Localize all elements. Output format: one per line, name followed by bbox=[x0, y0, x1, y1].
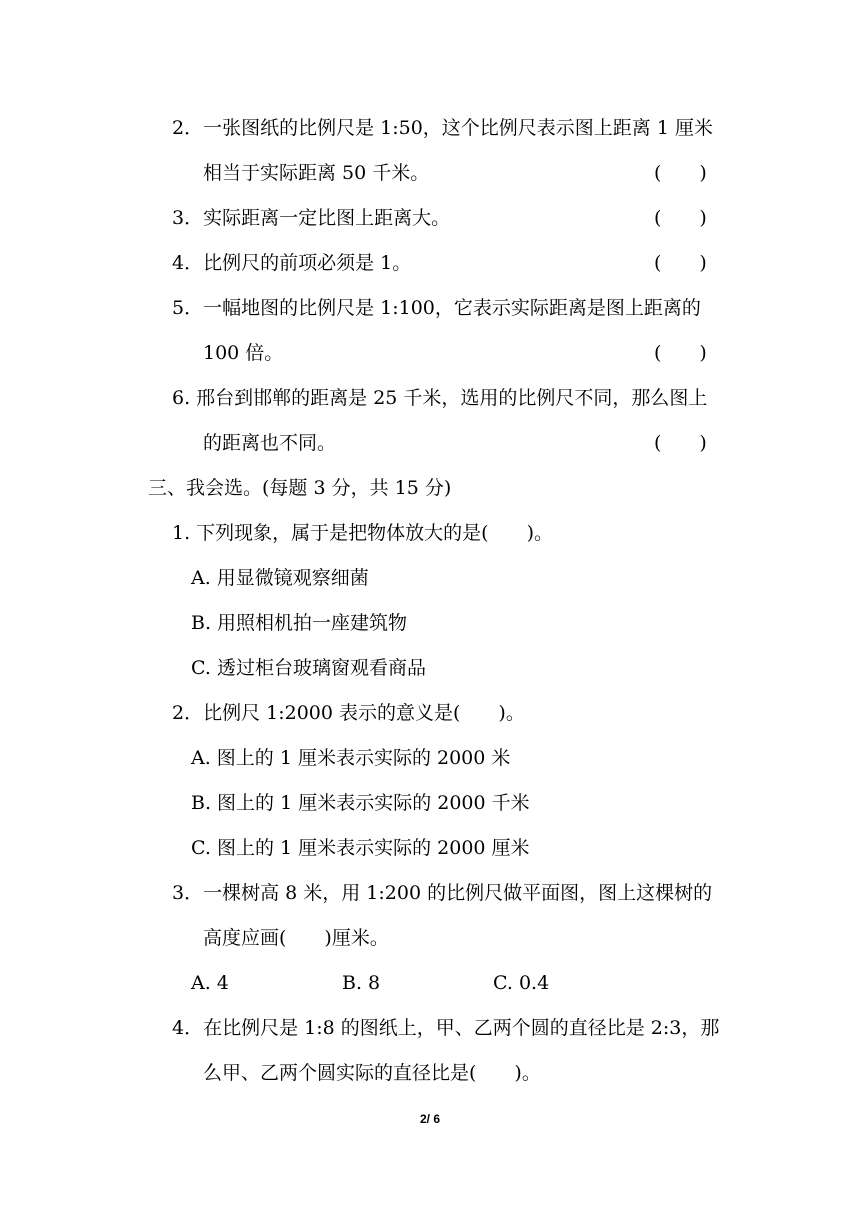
choice-q3-line2: 高度应画( )厘米。 bbox=[203, 927, 389, 949]
choice-option[interactable]: C. 0.4 bbox=[493, 972, 550, 994]
judge-q5-line1: 5．一幅地图的比例尺是 1:100，它表示实际距离是图上距离的 bbox=[172, 297, 701, 319]
judge-q2-line1: 2．一张图纸的比例尺是 1:50，这个比例尺表示图上距离 1 厘米 bbox=[172, 117, 713, 139]
choice-option[interactable]: C. 透过柜台玻璃窗观看商品 bbox=[191, 657, 426, 679]
judge-q5-line2: 100 倍。 bbox=[203, 342, 284, 364]
choice-option[interactable]: A. 4 bbox=[191, 972, 229, 994]
judge-q6-line2: 的距离也不同。 bbox=[203, 432, 337, 454]
answer-bracket[interactable]: ( ) bbox=[654, 162, 707, 184]
answer-bracket[interactable]: ( ) bbox=[654, 207, 707, 229]
choice-option[interactable]: B. 用照相机拍一座建筑物 bbox=[191, 612, 408, 634]
choice-option[interactable]: A. 用显微镜观察细菌 bbox=[191, 567, 369, 589]
judge-q6-line1: 6. 邢台到邯郸的距离是 25 千米，选用的比例尺不同，那么图上 bbox=[172, 387, 708, 409]
section-heading: 三、我会选。(每题 3 分，共 15 分) bbox=[148, 477, 452, 499]
choice-q1-stem: 1. 下列现象，属于是把物体放大的是( )。 bbox=[172, 522, 553, 544]
choice-q4-line2: 么甲、乙两个圆实际的直径比是( )。 bbox=[203, 1062, 541, 1084]
choice-q2-stem: 2．比例尺 1:2000 表示的意义是( )。 bbox=[172, 702, 525, 724]
judge-q3: 3．实际距离一定比图上距离大。 bbox=[172, 207, 451, 229]
answer-bracket[interactable]: ( ) bbox=[654, 252, 707, 274]
choice-option[interactable]: B. 图上的 1 厘米表示实际的 2000 千米 bbox=[191, 792, 530, 814]
choice-q4-line1: 4．在比例尺是 1:8 的图纸上，甲、乙两个圆的直径比是 2:3，那 bbox=[172, 1017, 720, 1039]
choice-option[interactable]: C. 图上的 1 厘米表示实际的 2000 厘米 bbox=[191, 837, 530, 859]
answer-bracket[interactable]: ( ) bbox=[654, 432, 707, 454]
choice-option[interactable]: A. 图上的 1 厘米表示实际的 2000 米 bbox=[191, 747, 511, 769]
judge-q4: 4．比例尺的前项必须是 1。 bbox=[172, 252, 412, 274]
answer-bracket[interactable]: ( ) bbox=[654, 342, 707, 364]
choice-option[interactable]: B. 8 bbox=[342, 972, 381, 994]
judge-q2-line2: 相当于实际距离 50 千米。 bbox=[203, 162, 430, 184]
page-number: 2/ 6 bbox=[419, 1112, 440, 1126]
choice-q3-line1: 3．一棵树高 8 米，用 1:200 的比例尺做平面图，图上这棵树的 bbox=[172, 882, 713, 904]
